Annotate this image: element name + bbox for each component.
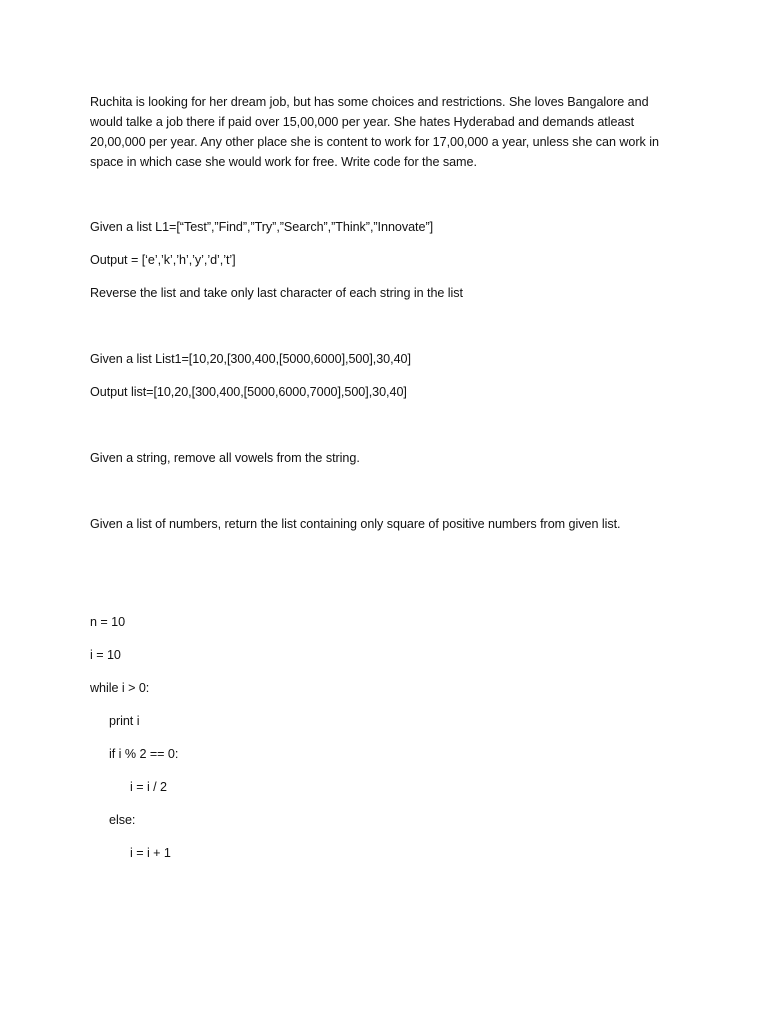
- code-line-7: else:: [109, 813, 136, 827]
- code-line-8: i = i + 1: [130, 846, 171, 860]
- nested-list-question: Given a list List1=[10,20,[300,400,[5000,6000],500],30,40]: [90, 352, 411, 366]
- code-line-4: print i: [109, 714, 140, 728]
- list-instruction: Reverse the list and take only last character of each string in the list: [90, 286, 464, 300]
- code-line-6: i = i / 2: [130, 780, 167, 794]
- nested-list-output: Output list=[10,20,[300,400,[5000,6000,7000],500],30,40]: [90, 385, 407, 399]
- squares-question: Given a list of numbers, return the list containing only square of positive numbers from given list.: [90, 517, 621, 531]
- code-line-5: if i % 2 == 0:: [109, 747, 179, 761]
- intro-line-4: space in which case she would work for free. Write code for the same.: [90, 155, 477, 169]
- code-line-1: n = 10: [90, 615, 126, 629]
- code-line-3: while i > 0:: [90, 681, 150, 695]
- intro-line-1: Ruchita is looking for her dream job, but has some choices and restrictions. She loves Bangalore and: [90, 95, 649, 109]
- list-question: Given a list L1=[“Test”,”Find”,”Try”,”Search”,”Think”,”Innovate”]: [90, 220, 434, 234]
- intro-line-3: 20,00,000 per year. Any other place she is content to work for 17,00,000 a year, unless she can work in: [90, 135, 659, 149]
- intro-line-2: would talke a job there if paid over 15,00,000 per year. She hates Hyderabad and demands atleast: [90, 115, 635, 129]
- code-line-2: i = 10: [90, 648, 121, 662]
- vowels-question: Given a string, remove all vowels from the string.: [90, 451, 360, 465]
- list-output: Output = [‘e’,’k’,’h’,’y’,’d’,’t’]: [90, 253, 236, 267]
